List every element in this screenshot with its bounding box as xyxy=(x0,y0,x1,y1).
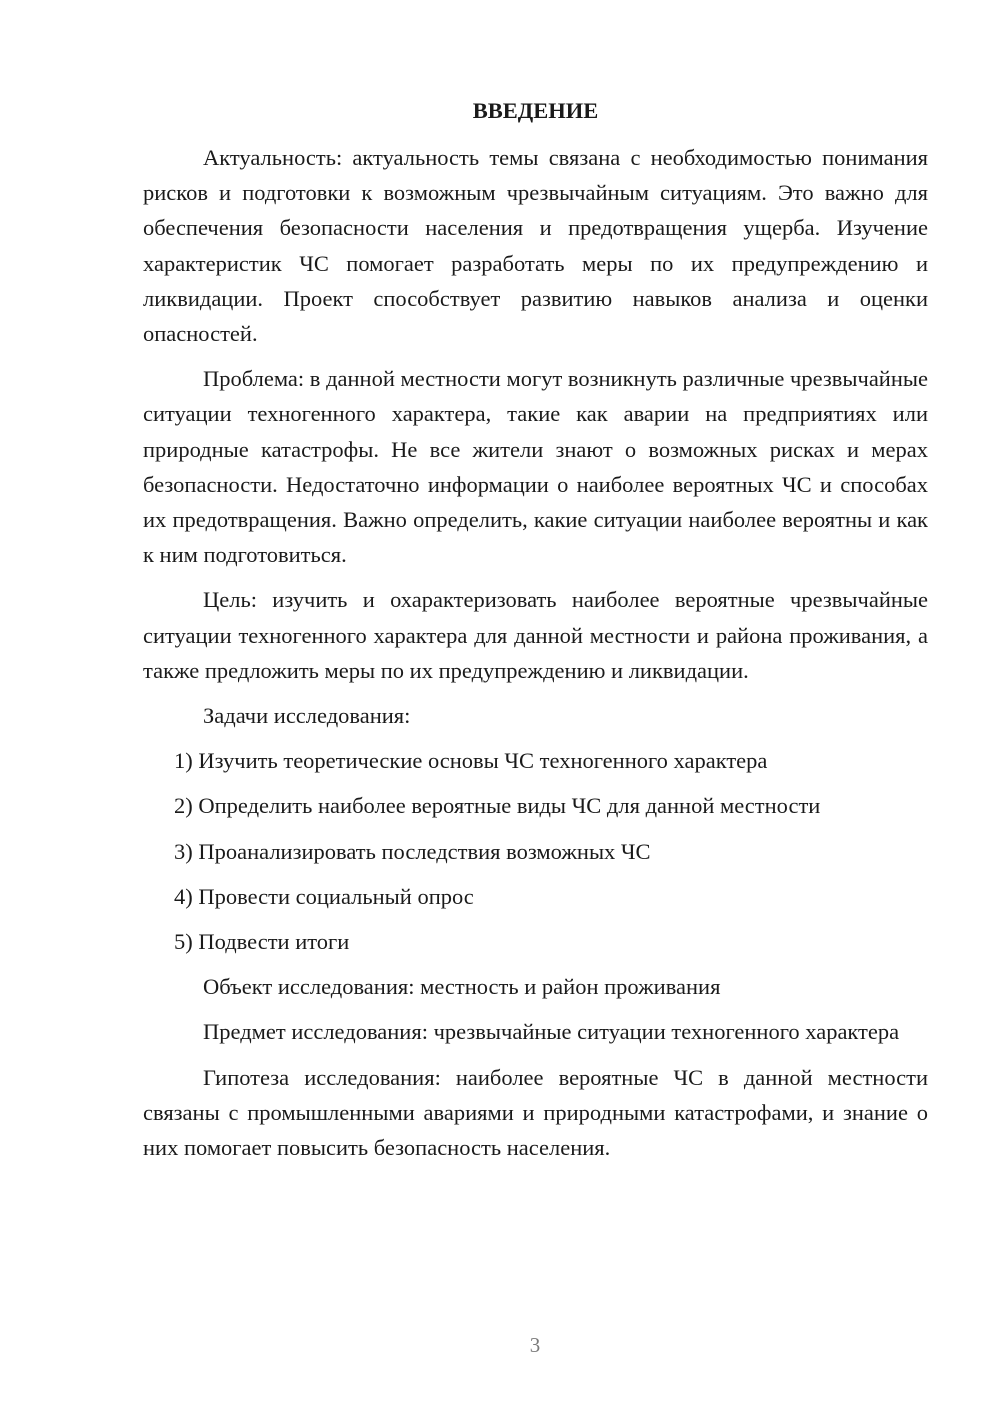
task-list xyxy=(143,743,928,959)
section-heading: ВВЕДЕНИЕ xyxy=(472,98,599,123)
paragraph-object: Объект исследования: местность и район проживания xyxy=(203,974,721,1000)
tasks-title: Задачи исследования: xyxy=(203,703,411,729)
task-item-1: 1) Изучить теоретические основы ЧС техногенного характера xyxy=(174,748,768,774)
task-item-4: 4) Провести социальный опрос xyxy=(174,883,474,909)
page-number: 3 xyxy=(529,1333,541,1357)
document-body xyxy=(143,93,928,1175)
task-item-3: 3) Проанализировать последствия возможных ЧС xyxy=(174,838,651,864)
task-item-5: 5) Подвести итоги xyxy=(174,929,350,955)
task-item-2: 2) Определить наиболее вероятные виды ЧС для данной местности xyxy=(174,793,821,819)
paragraph-relevance: Актуальность: актуальность темы связана с необходимостью понимания рисков и подготовки к возможным чрезвычайным ситуациям. Это важно для обеспечения безопасности населения и предотвращения ущерба. Изучение характеристик ЧС помогает разработать меры по их предупреждению и ликвидации. Проект способствует развитию навыков анализа и оценки опасностей. xyxy=(143,145,928,347)
paragraph-subject: Предмет исследования: чрезвычайные ситуации техногенного характера xyxy=(203,1019,900,1045)
paragraph-goal: Цель: изучить и охарактеризовать наиболее вероятные чрезвычайные ситуации техногенного характера для данной местности и района проживания, а также предложить меры по их предупреждению и ликвидации. xyxy=(143,587,928,683)
paragraph-hypothesis: Гипотеза исследования: наиболее вероятные ЧС в данной местности связаны с промышленными авариями и природными катастрофами, и знание о них помогает повысить безопасность населения. xyxy=(143,1064,928,1161)
paragraph-problem: Проблема: в данной местности могут возникнуть различные чрезвычайные ситуации техногенного характера, такие как аварии на предприятиях или природные катастрофы. Не все жители знают о возможных рисках и мерах безопасности. Недостаточно информации о наиболее вероятных ЧС и способах их предотвращения. Важно определить, какие ситуации наиболее вероятны и как к ним подготовиться. xyxy=(143,366,928,568)
